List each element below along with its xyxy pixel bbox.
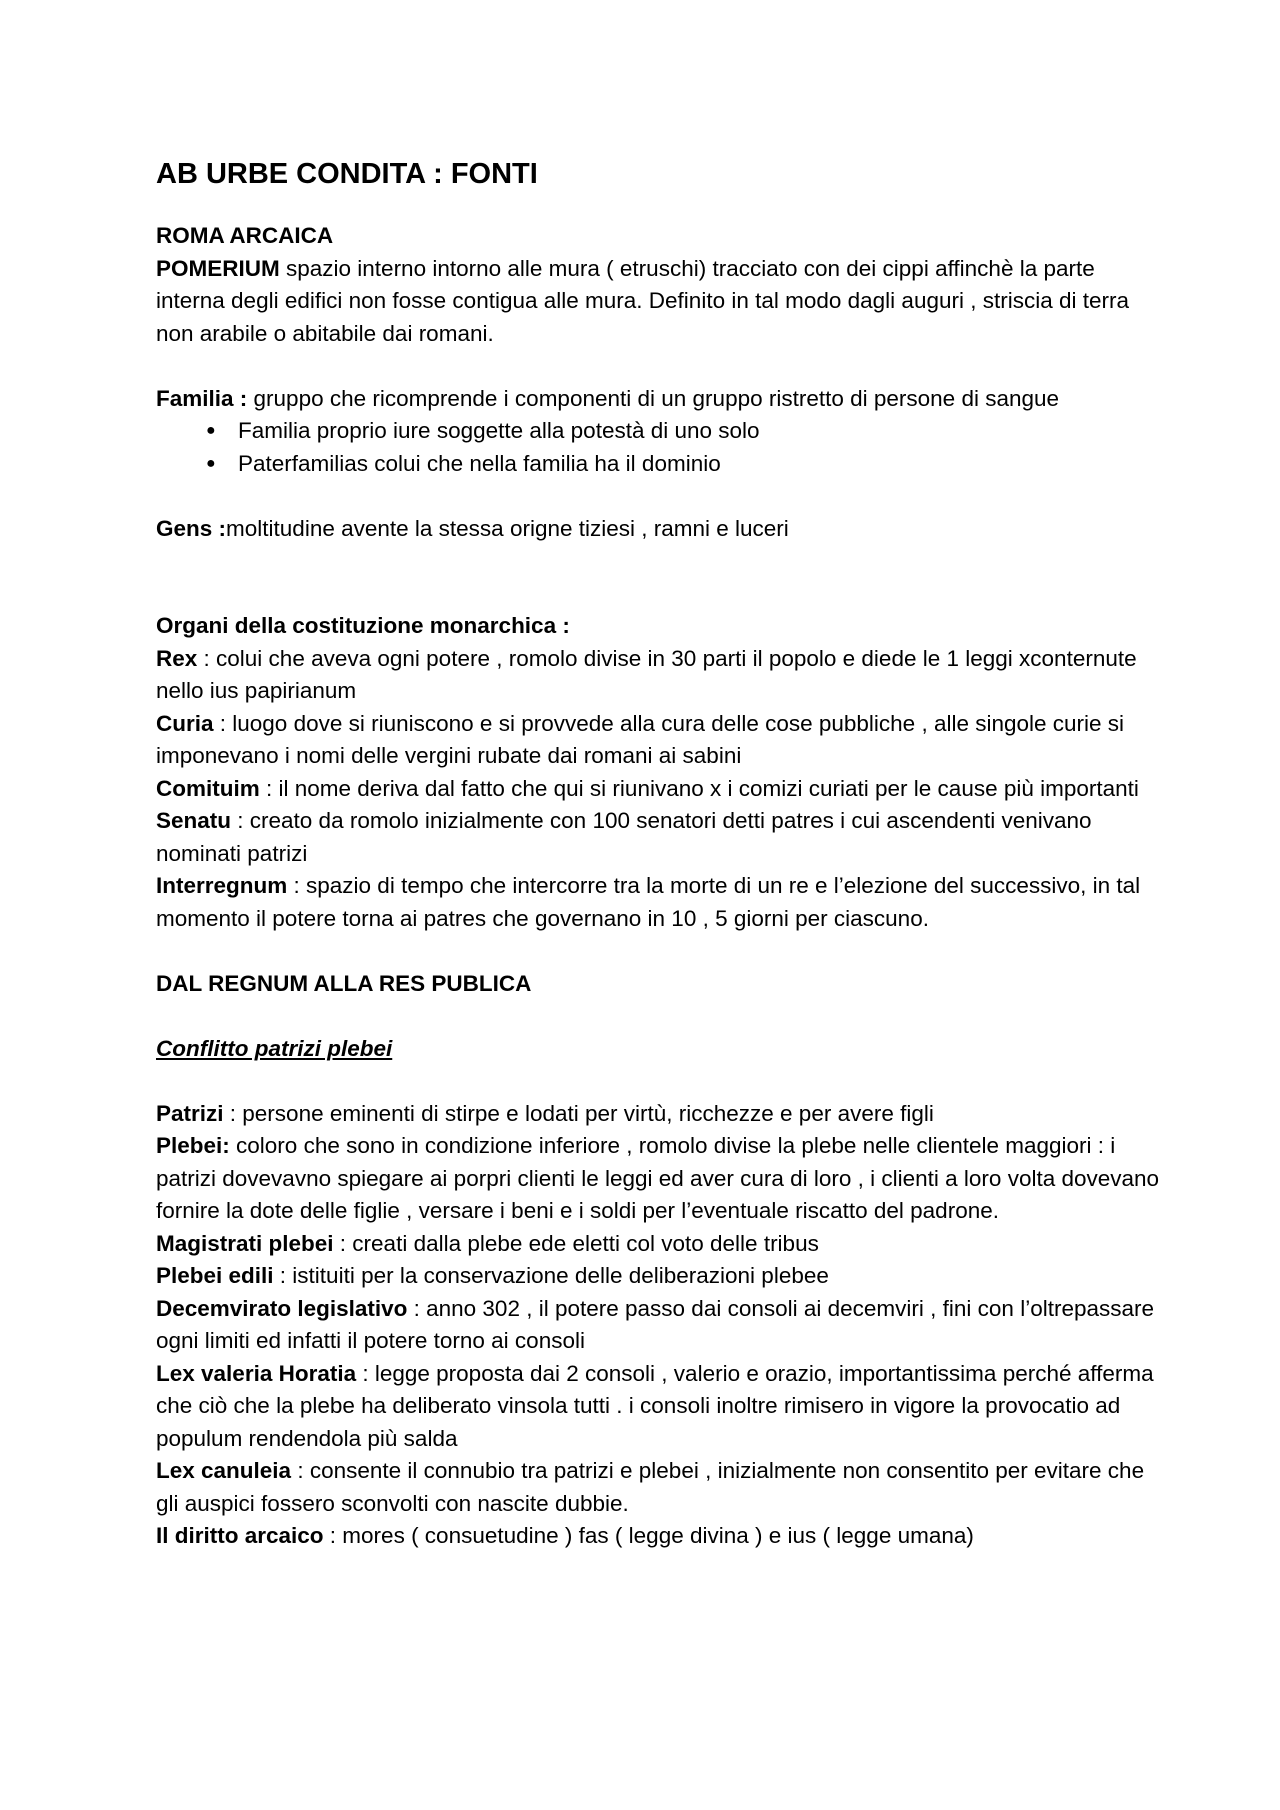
definition: : persone eminenti di stirpe e lodati per virtù, ricchezze e per avere figli xyxy=(223,1100,934,1126)
definition: : creato da romolo inizialmente con 100 senatori detti patres i cui ascendenti venivano nominati patrizi xyxy=(156,808,1092,866)
definition: : istituiti per la conservazione delle deliberazioni plebee xyxy=(273,1263,829,1288)
list-item: ● Familia proprio iure soggette alla potestà di uno solo xyxy=(206,415,1160,448)
spacer xyxy=(156,350,1160,383)
definition: : luogo dove si riuniscono e si provvede alla cura delle cose pubbliche , alle singole curie si imponevano i nomi delle vergini rubate dai romani ai sabini xyxy=(156,710,1125,768)
subheading-text: Conflitto patrizi plebei xyxy=(156,1035,393,1061)
spacer xyxy=(156,480,1160,513)
paragraph-patrizi xyxy=(156,1098,1160,1131)
paragraph-lex-canuleia xyxy=(156,1455,1160,1520)
paragraph-gens xyxy=(156,513,1160,546)
term-gens: Gens : xyxy=(156,515,227,541)
paragraph-rex xyxy=(156,643,1160,708)
section-heading-roma-arcaica xyxy=(156,220,1160,253)
definition: : il nome deriva dal fatto che qui si riunivano x i comizi curiati per le cause più importanti xyxy=(259,775,1139,801)
spacer xyxy=(156,1065,1160,1098)
term-familia: Familia : xyxy=(156,385,248,411)
definition: : legge proposta dai 2 consoli , valerio e orazio, importantissima perché afferma che ciò che la plebe ha deliberato vinsola tutti . i consoli inoltre rimisero in vigore la provocatio ad populum rendendola più salda xyxy=(156,1360,1154,1451)
term: Il diritto arcaico xyxy=(156,1523,324,1548)
definition-familia: gruppo che ricomprende i componenti di un gruppo ristretto di persone di sangue xyxy=(247,385,1060,411)
paragraph-interregnum xyxy=(156,870,1160,935)
bullet-list xyxy=(156,415,1160,480)
definition: : consente il connubio tra patrizi e plebei , inizialmente non consentito per evitare che gli auspici fossero sconvolti con nascite dubbie. xyxy=(156,1458,1145,1516)
term: Magistrati plebei xyxy=(156,1230,334,1256)
term: Lex canuleia xyxy=(156,1458,292,1483)
paragraph-curia xyxy=(156,708,1160,773)
paragraph-familia xyxy=(156,383,1160,416)
definition: : creati dalla plebe ede eletti col voto delle tribus xyxy=(333,1230,819,1256)
list-item: ● Paterfamilias colui che nella familia ha il dominio xyxy=(206,448,1160,481)
paragraph-diritto-arcaico xyxy=(156,1520,1160,1553)
definition: : mores ( consuetudine ) fas ( legge divina ) e ius ( legge umana) xyxy=(323,1523,974,1548)
paragraph-magistrati-plebei xyxy=(156,1228,1160,1261)
spacer xyxy=(156,935,1160,968)
document-title: AB URBE CONDITA : FONTI xyxy=(156,158,538,190)
paragraph-pomerium xyxy=(156,253,1160,351)
term: Decemvirato legislativo xyxy=(156,1295,408,1321)
paragraph-lex-valeria-horatia xyxy=(156,1358,1160,1456)
heading-text: DAL REGNUM ALLA RES PUBLICA xyxy=(156,970,532,996)
definition: coloro che sono in condizione inferiore , romolo divise la plebe nelle clientele maggiori : i patrizi dovevavno spiegare ai porpri clienti le leggi ed aver cura di loro , i clienti a loro volta dovevano fornire la dote delle figlie , versare i beni e i soldi per l’eventuale riscatto del padrone. xyxy=(156,1133,1160,1223)
section-heading-regnum xyxy=(156,968,1160,1001)
definition-pomerium: spazio interno intorno alle mura ( etruschi) tracciato con dei cippi affinchè la parte interna degli edifici non fosse contigua alle mura. Definito in tal modo dagli auguri , striscia di terra non arabile o abitabile dai romani. xyxy=(156,255,1130,346)
section-heading-organi xyxy=(156,610,1160,643)
term: Comituim xyxy=(156,775,260,801)
term: Patrizi xyxy=(156,1100,224,1126)
subheading-conflitto xyxy=(156,1033,1160,1066)
definition: : anno 302 , il potere passo dai consoli ai decemviri , fini con l’oltrepassare ogni limiti ed infatti il potere torno ai consoli xyxy=(156,1295,1155,1353)
term: Senatu xyxy=(156,808,232,833)
term: Interregnum xyxy=(156,873,288,898)
paragraph-comituim xyxy=(156,773,1160,806)
term-pomerium: POMERIUM xyxy=(156,255,280,281)
paragraph-decemvirato xyxy=(156,1293,1160,1358)
paragraph-plebei xyxy=(156,1130,1160,1228)
paragraph-plebei-edili xyxy=(156,1260,1160,1293)
heading-text: ROMA ARCAICA xyxy=(156,223,334,248)
paragraph-senatu xyxy=(156,805,1160,870)
spacer xyxy=(156,1000,1160,1033)
definition: : colui che aveva ogni potere , romolo divise in 30 parti il popolo e diede le 1 leggi xconternute nello ius papirianum xyxy=(156,645,1137,703)
term: Lex valeria Horatia xyxy=(156,1360,357,1386)
term: Plebei: xyxy=(156,1133,230,1158)
definition: : spazio di tempo che intercorre tra la morte di un re e l’elezione del successivo, in tal momento il potere torna ai patres che governano in 10 , 5 giorni per ciascuno. xyxy=(156,873,1141,931)
spacer xyxy=(156,545,1160,610)
heading-text: Organi della costituzione monarchica : xyxy=(156,613,570,638)
term: Rex xyxy=(156,645,198,671)
definition-gens: moltitudine avente la stessa origne tiziesi , ramni e luceri xyxy=(226,515,789,541)
term: Curia xyxy=(156,710,214,736)
term: Plebei edili xyxy=(156,1263,274,1288)
